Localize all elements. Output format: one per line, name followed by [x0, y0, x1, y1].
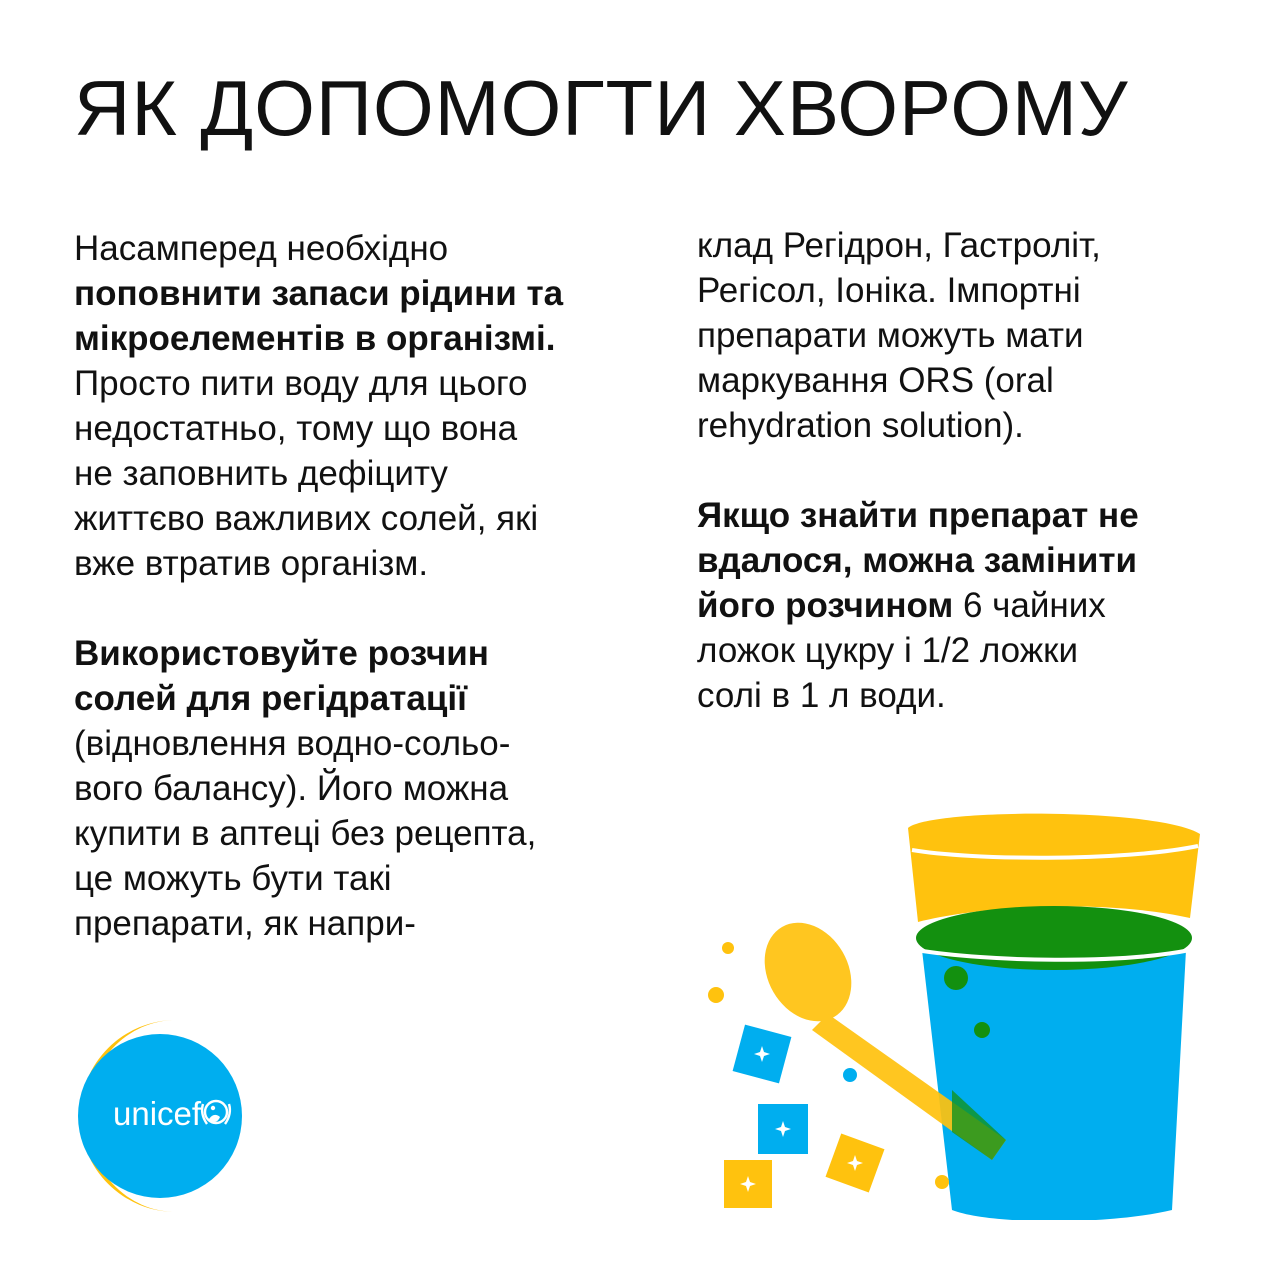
right-column — [697, 223, 1257, 763]
mixed-text-line — [697, 583, 1257, 628]
text-line: ложок цукру і 1/2 ложки — [697, 631, 1079, 670]
sugar-cube — [733, 1025, 792, 1084]
text-line: недостатньо, тому що вона — [74, 409, 518, 448]
sugar-cube — [826, 1134, 885, 1193]
text-line: клад Регідрон, Гастроліт, — [697, 226, 1101, 265]
text-line: препарати, як напри- — [74, 904, 416, 943]
glass-yellow-rim — [908, 814, 1200, 922]
page-title: ЯК ДОПОМОГТИ ХВОРОМУ — [74, 64, 1129, 152]
bold-text-line: мікроелементів в організмі. — [74, 319, 556, 358]
left-column — [74, 226, 634, 991]
logo-wordmark: unicef — [113, 1095, 202, 1132]
text-line: вже втратив організм. — [74, 544, 429, 583]
sugar-dot — [944, 966, 968, 990]
text-line: маркування ORS (oral — [697, 361, 1054, 400]
sugar-cube — [724, 1160, 772, 1208]
bold-text-line: Якщо знайти препарат не — [697, 496, 1139, 535]
bold-text-line: вдалося, можна замінити — [697, 541, 1138, 580]
glass-blue-body — [922, 950, 1186, 1220]
paragraph-homemade-solution — [697, 493, 1257, 718]
text-line: не заповнить дефіциту — [74, 454, 448, 493]
text-line: солі в 1 л води. — [697, 676, 946, 715]
text-line: купити в аптеці без рецепта, — [74, 814, 537, 853]
bold-text-fragment: його розчином — [697, 586, 954, 625]
text-line: Насамперед необхідно — [74, 229, 449, 268]
paragraph-rehydration-solution — [74, 631, 634, 946]
paragraph-medication-names — [697, 223, 1257, 448]
paragraph-replenish-fluids — [74, 226, 634, 586]
rehydration-glass-illustration — [690, 800, 1230, 1220]
sugar-cube — [758, 1104, 808, 1154]
text-line: (відновлення водно-сольо- — [74, 724, 511, 763]
bold-text-line: поповнити запаси рідини та — [74, 274, 564, 313]
sugar-dot — [974, 1022, 990, 1038]
text-line: Регісол, Іоніка. Імпортні — [697, 271, 1081, 310]
bold-text-line: Використовуйте розчин — [74, 634, 489, 673]
sugar-dot — [708, 987, 724, 1003]
text-line: rehydration solution). — [697, 406, 1024, 445]
bold-text-line: солей для регідратації — [74, 679, 467, 718]
text-line: препарати можуть мати — [697, 316, 1084, 355]
text-line: Просто пити воду для цього — [74, 364, 528, 403]
sugar-dot — [935, 1175, 949, 1189]
sugar-dot — [722, 942, 734, 954]
text-line: життєво важливих солей, які — [74, 499, 539, 538]
text-line: це можуть бути такі — [74, 859, 392, 898]
text-fragment: 6 чайних — [953, 586, 1106, 625]
sugar-dot — [843, 1068, 857, 1082]
text-line: вого балансу). Його можна — [74, 769, 509, 808]
